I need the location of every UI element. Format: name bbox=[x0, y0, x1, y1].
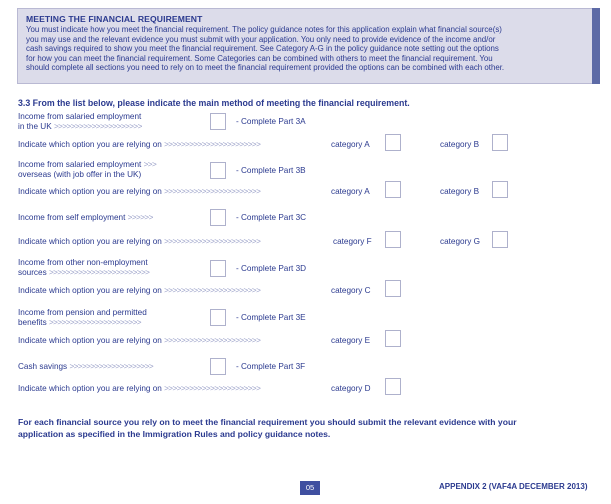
category-label: category B bbox=[440, 187, 480, 196]
indicate-label: Indicate which option you are relying on >>>>>>>>>>>>>>>>>>>>>>> bbox=[18, 286, 261, 295]
part-label: - Complete Part 3B bbox=[236, 166, 306, 175]
indicate-label: Indicate which option you are relying on >>>>>>>>>>>>>>>>>>>>>>> bbox=[18, 384, 261, 393]
appendix-label: APPENDIX 2 (VAF4A DECEMBER 2013) bbox=[439, 482, 588, 491]
info-text-line: You must indicate how you meet the financial requirement. The policy guidance notes for this application explain what financial source(s) bbox=[26, 25, 502, 34]
category-label: category C bbox=[331, 286, 371, 295]
indicate-label: Indicate which option you are relying on >>>>>>>>>>>>>>>>>>>>>>> bbox=[18, 237, 261, 246]
category-label: category F bbox=[333, 237, 372, 246]
category-checkbox[interactable] bbox=[492, 181, 508, 198]
category-label: category A bbox=[331, 187, 370, 196]
category-label: category G bbox=[440, 237, 481, 246]
category-label: category A bbox=[331, 140, 370, 149]
source-checkbox[interactable] bbox=[210, 358, 226, 375]
footer-note-line: For each financial source you rely on to meet the financial requirement you should submit the relevant evidence with your bbox=[18, 417, 517, 427]
question-heading: 3.3 From the list below, please indicate the main method of meeting the financial requirement. bbox=[18, 98, 410, 108]
source-checkbox[interactable] bbox=[210, 113, 226, 130]
part-label: - Complete Part 3A bbox=[236, 117, 306, 126]
part-label: - Complete Part 3F bbox=[236, 362, 306, 371]
footer-note bbox=[18, 416, 598, 440]
info-text-line: should complete all sections you need to rely on to meet the financial requirement provided the options can be combined with each other. bbox=[26, 63, 505, 73]
source-label: overseas (with job offer in the UK) bbox=[18, 170, 142, 179]
source-label: sources >>>>>>>>>>>>>>>>>>>>>>>> bbox=[18, 268, 150, 277]
category-checkbox[interactable] bbox=[492, 231, 508, 248]
category-checkbox[interactable] bbox=[385, 134, 401, 151]
info-title: MEETING THE FINANCIAL REQUIREMENT bbox=[26, 14, 203, 24]
info-text-line: cash savings required to show you meet the financial requirement. See Category A-G in the policy guidance note setting out the options bbox=[26, 44, 499, 54]
indicate-label: Indicate which option you are relying on >>>>>>>>>>>>>>>>>>>>>>> bbox=[18, 187, 261, 196]
source-label: Income from other non-employment bbox=[18, 258, 148, 267]
source-checkbox[interactable] bbox=[210, 260, 226, 277]
source-label: Cash savings >>>>>>>>>>>>>>>>>>>> bbox=[18, 362, 154, 371]
category-label: category D bbox=[331, 384, 371, 393]
category-checkbox[interactable] bbox=[385, 378, 401, 395]
indicate-label: Indicate which option you are relying on >>>>>>>>>>>>>>>>>>>>>>> bbox=[18, 140, 261, 149]
footer-note-line: application as specified in the Immigration Rules and policy guidance notes. bbox=[18, 429, 331, 439]
category-checkbox[interactable] bbox=[385, 330, 401, 347]
part-label: - Complete Part 3D bbox=[236, 264, 307, 273]
part-label: - Complete Part 3C bbox=[236, 213, 307, 222]
source-label: benefits >>>>>>>>>>>>>>>>>>>>>> bbox=[18, 318, 141, 327]
category-checkbox[interactable] bbox=[492, 134, 508, 151]
page-number: 05 bbox=[300, 481, 320, 495]
source-checkbox[interactable] bbox=[210, 209, 226, 226]
category-checkbox[interactable] bbox=[385, 231, 401, 248]
category-label: category B bbox=[440, 140, 480, 149]
source-checkbox[interactable] bbox=[210, 162, 226, 179]
info-text bbox=[26, 25, 592, 73]
info-box-accent bbox=[592, 8, 600, 84]
indicate-label: Indicate which option you are relying on >>>>>>>>>>>>>>>>>>>>>>> bbox=[18, 336, 261, 345]
info-text-line: you may use and the relevant evidence you must submit with your application. You only need to provide evidence of the income and/or bbox=[26, 34, 496, 44]
part-label: - Complete Part 3E bbox=[236, 313, 306, 322]
category-checkbox[interactable] bbox=[385, 181, 401, 198]
source-label: Income from pension and permitted bbox=[18, 308, 147, 317]
source-label: Income from salaried employment >>> bbox=[18, 160, 157, 169]
source-label: Income from salaried employment bbox=[18, 112, 142, 121]
category-checkbox[interactable] bbox=[385, 280, 401, 297]
source-checkbox[interactable] bbox=[210, 309, 226, 326]
category-label: category E bbox=[331, 336, 371, 345]
source-label: Income from self employment >>>>>> bbox=[18, 213, 153, 222]
info-box bbox=[17, 8, 600, 84]
source-label: in the UK >>>>>>>>>>>>>>>>>>>>> bbox=[18, 122, 142, 131]
info-text-line: for how you can meet the financial requirement. Some Categories can be combined with others to meet the financial requirement. You bbox=[26, 53, 493, 63]
